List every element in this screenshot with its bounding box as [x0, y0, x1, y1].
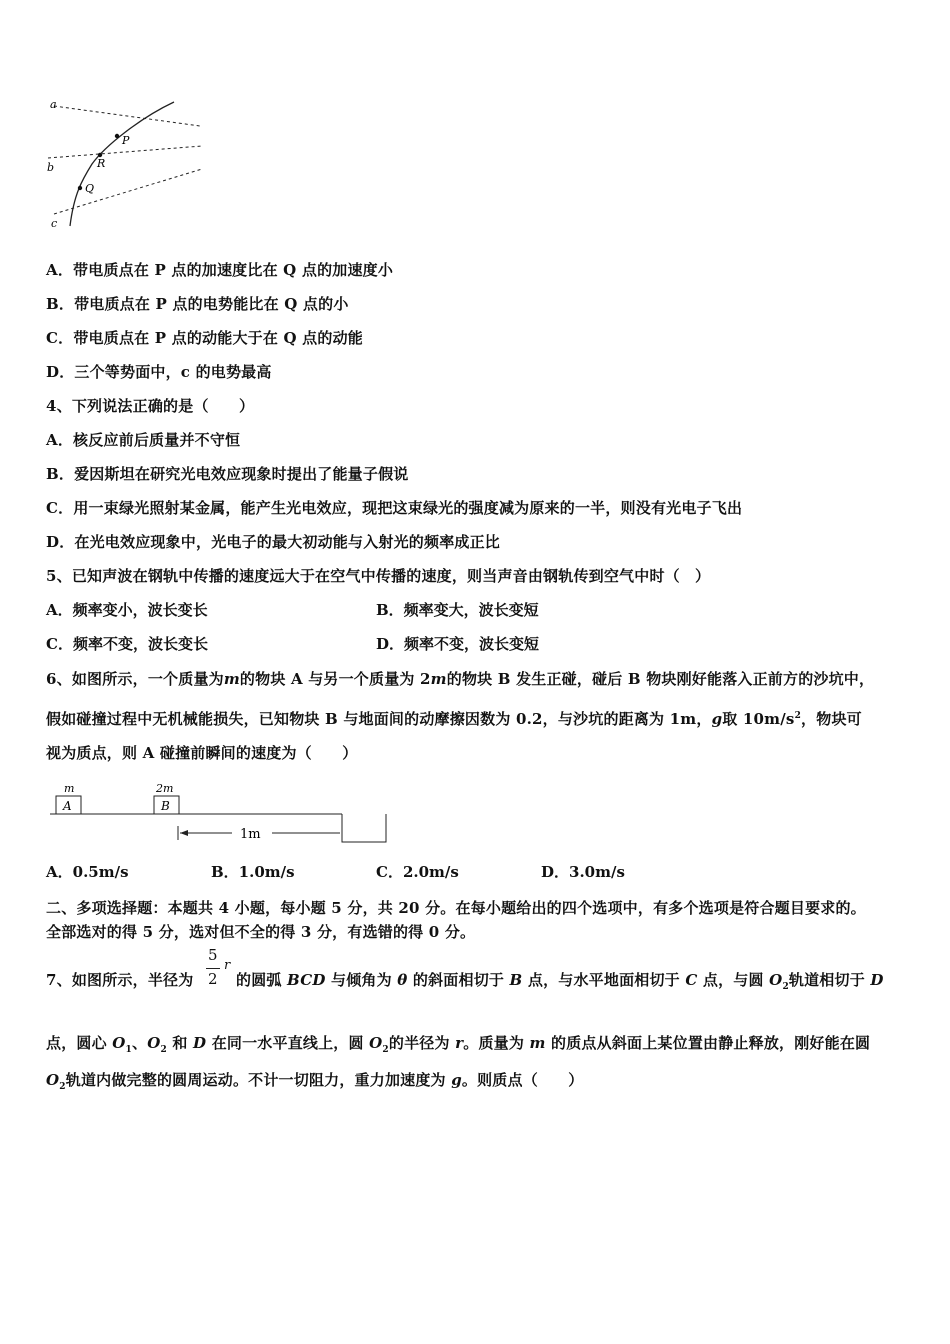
point-p	[115, 134, 119, 138]
q7-line-1a: 7、如图所示，半径为	[46, 971, 194, 989]
line-c	[54, 169, 202, 214]
q7-line-2: 点，圆心 $O_1$、$O_2$ 和 D 在同一水平直线上，圆 $O_2$的半径为 r。质量为 m 的质点从斜面上某位置由静止释放，刚好能在圆	[46, 1034, 871, 1055]
label-q: Q	[85, 182, 95, 195]
q4-option-d: D．在光电效应现象中，光电子的最大初动能与入射光的频率成正比	[46, 533, 501, 551]
line-a	[54, 106, 200, 126]
q7-line-3: $O_2$轨道内做完整的圆周运动。不计一切阻力，重力加速度为 g。则质点（ ）	[46, 1071, 584, 1092]
arrow-head-left	[180, 830, 188, 836]
q7-line-1b: 的圆弧 BCD 与倾角为 θ 的斜面相切于 B 点，与水平地面相切于 C 点，与圆 $O_2$轨道相切于 D	[236, 971, 884, 992]
q3-option-c: C．带电质点在 P 点的动能大于在 Q 点的动能	[46, 329, 363, 347]
q4-option-b: B．爱因斯坦在研究光电效应现象时提出了能量子假说	[46, 465, 409, 483]
block-a-label: A	[63, 799, 72, 813]
block-b-label: B	[161, 799, 170, 813]
q5-option-c: C．频率不变，波长变长	[46, 635, 208, 653]
sand-pit	[342, 814, 386, 842]
mass-b-label: 2m	[156, 782, 174, 795]
q5-option-d: D．频率不变，波长变短	[376, 635, 540, 653]
q3-option-b: B．带电质点在 P 点的电势能比在 Q 点的小	[46, 295, 349, 313]
label-p: P	[122, 134, 130, 147]
fraction-numerator: 5	[208, 946, 218, 964]
section2-line-2: 全部选对的得 5 分，选对但不全的得 3 分，有选错的得 0 分。	[46, 923, 476, 941]
q6-option-b: B．1.0m/s	[211, 863, 295, 881]
q4-option-c: C．用一束绿光照射某金属，能产生光电效应，现把这束绿光的强度减为原来的一半，则没有光电子飞出	[46, 499, 743, 517]
q5-stem: 5、已知声波在钢轨中传播的速度远大于在空气中传播的速度，则当声音由钢轨传到空气中时（ ）	[46, 567, 711, 585]
line-b	[48, 146, 202, 158]
label-c: c	[51, 217, 58, 230]
q6-line-2: 假如碰撞过程中无机械能损失，已知物块 B 与地面间的动摩擦因数为 0.2，与沙坑的距离为 1m，g取 $10m/s^2$，物块可	[46, 710, 862, 728]
label-a: a	[50, 98, 57, 111]
label-r: R	[97, 157, 106, 170]
q3-option-d: D．三个等势面中，c 的电势最高	[46, 363, 272, 381]
q6-line-1: 6、如图所示，一个质量为m的物块 A 与另一个质量为 2m的物块 B 发生正碰，碰后 B 物块刚好能落入正前方的沙坑中，	[46, 670, 875, 688]
q6-line-3: 视为质点，则 A 碰撞前瞬间的速度为（ ）	[46, 744, 358, 762]
q6-option-d: D．3.0m/s	[541, 863, 625, 881]
q6-option-a: A．0.5m/s	[46, 863, 129, 881]
mass-a-label: m	[64, 782, 75, 795]
q4-option-a: A．核反应前后质量并不守恒	[46, 431, 241, 449]
q3-option-a: A．带电质点在 P 点的加速度比在 Q 点的加速度小	[46, 261, 394, 279]
q7-fraction	[205, 946, 239, 992]
q6-option-c: C．2.0m/s	[376, 863, 459, 881]
fraction-variable: r	[224, 958, 231, 973]
collision-figure	[44, 780, 394, 848]
distance-label: 1m	[240, 827, 261, 842]
trajectory-curve	[70, 102, 174, 226]
label-b: b	[47, 161, 55, 174]
point-q	[78, 186, 82, 190]
fraction-denominator: 2	[208, 970, 218, 988]
q4-stem: 4、下列说法正确的是（ ）	[46, 397, 255, 415]
equipotential-figure	[40, 96, 215, 236]
section2-line-1: 二、多项选择题：本题共 4 小题，每小题 5 分，共 20 分。在每小题给出的四个选项中，有多个选项是符合题目要求的。	[46, 899, 866, 917]
q5-option-b: B．频率变大，波长变短	[376, 601, 539, 619]
fraction-bar	[206, 968, 220, 969]
q5-option-a: A．频率变小，波长变长	[46, 601, 208, 619]
